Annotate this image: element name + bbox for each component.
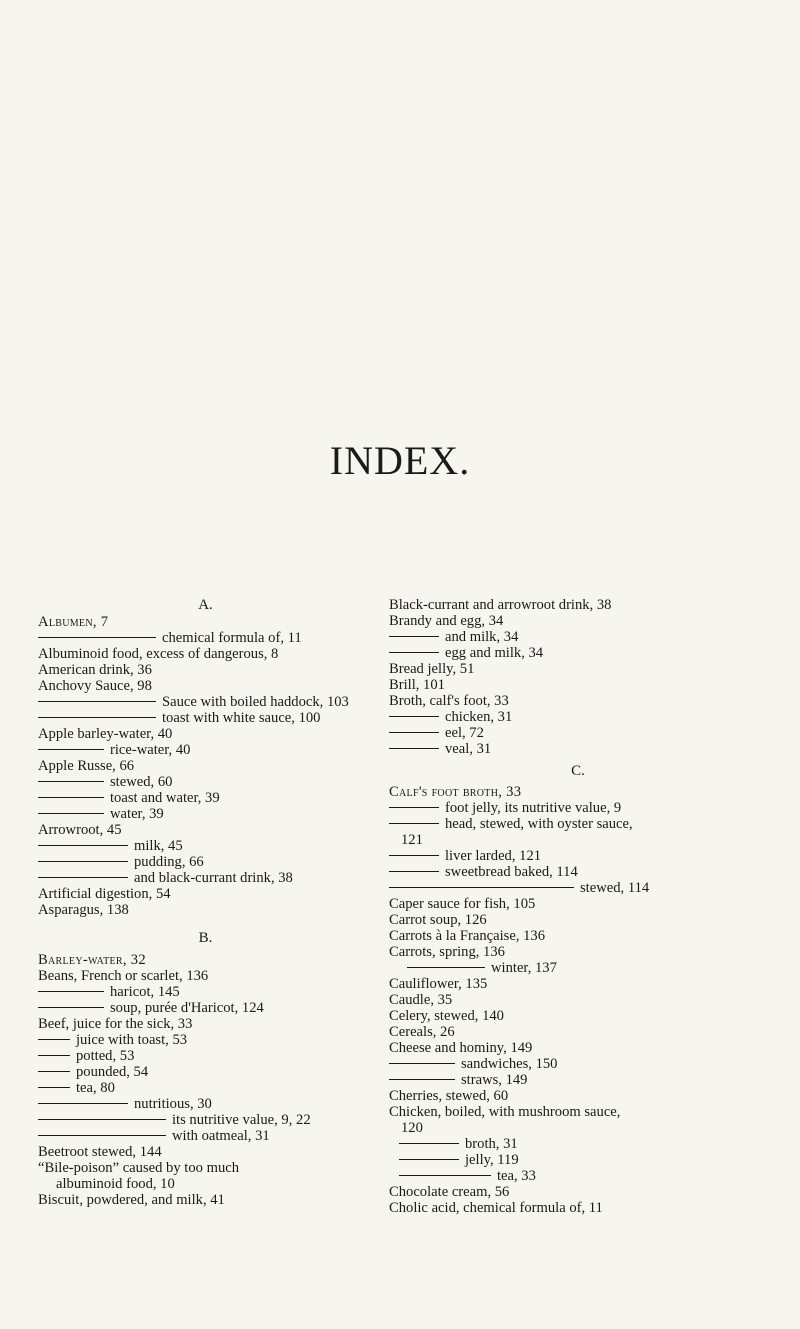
ditto-dash — [389, 887, 574, 888]
index-subentry: tea, 80 — [38, 1080, 115, 1096]
index-subentry: milk, 45 — [38, 838, 183, 854]
index-subentry: pounded, 54 — [38, 1064, 148, 1080]
index-entry: Carrots à la Française, 136 — [389, 928, 546, 944]
ditto-dash — [38, 701, 156, 702]
ditto-dash — [38, 991, 104, 992]
index-entry: Cheese and hominy, 149 — [389, 1040, 533, 1056]
ditto-dash — [38, 1039, 70, 1040]
section-heading-a: A. — [198, 597, 213, 613]
index-subentry: its nutritive value, 9, 22 — [38, 1112, 311, 1128]
index-entry: Caper sauce for fish, 105 — [389, 896, 536, 912]
index-entry-continuation: 120 — [401, 1120, 423, 1136]
index-entry: Bread jelly, 51 — [389, 661, 475, 677]
index-entry: Cherries, stewed, 60 — [389, 1088, 509, 1104]
index-subentry: rice-water, 40 — [38, 742, 190, 758]
ditto-dash — [389, 855, 439, 856]
ditto-dash — [38, 637, 156, 638]
index-subentry: water, 39 — [38, 806, 164, 822]
index-subentry: broth, 31 — [389, 1136, 518, 1152]
index-subentry: haricot, 145 — [38, 984, 180, 1000]
index-entry: Broth, calf's foot, 33 — [389, 693, 509, 709]
ditto-dash — [399, 1143, 459, 1144]
index-subentry: veal, 31 — [389, 741, 491, 757]
index-entry: Apple Russe, 66 — [38, 758, 135, 774]
index-entry: Albuminoid food, excess of dangerous, 8 — [38, 646, 279, 662]
ditto-dash — [389, 1063, 455, 1064]
index-entry: American drink, 36 — [38, 662, 152, 678]
ditto-dash — [38, 717, 156, 718]
index-entry: Biscuit, powdered, and milk, 41 — [38, 1192, 225, 1208]
index-subentry: chicken, 31 — [389, 709, 512, 725]
ditto-dash — [389, 1079, 455, 1080]
index-subentry: foot jelly, its nutritive value, 9 — [389, 800, 621, 816]
index-subentry: straws, 149 — [389, 1072, 527, 1088]
index-entry: Chicken, boiled, with mushroom sauce, — [389, 1104, 621, 1120]
ditto-dash — [38, 749, 104, 750]
index-subentry: pudding, 66 — [38, 854, 204, 870]
index-entry: Black-currant and arrowroot drink, 38 — [389, 597, 612, 613]
section-heading-b: B. — [198, 930, 213, 946]
ditto-dash — [38, 1119, 166, 1120]
ditto-dash — [389, 652, 439, 653]
index-subentry: winter, 137 — [389, 960, 557, 976]
index-entry: Caudle, 35 — [389, 992, 453, 1008]
index-subentry: Sauce with boiled haddock, 103 — [38, 694, 349, 710]
index-entry: Arrowroot, 45 — [38, 822, 122, 838]
index-subentry: stewed, 60 — [38, 774, 172, 790]
index-entry: Chocolate cream, 56 — [389, 1184, 510, 1200]
index-subentry: head, stewed, with oyster sauce, — [389, 816, 633, 832]
index-entry: Apple barley-water, 40 — [38, 726, 173, 742]
index-entry: “Bile-poison” caused by too much — [38, 1160, 240, 1176]
index-entry-continuation: albuminoid food, 10 — [56, 1176, 175, 1192]
index-subentry: jelly, 119 — [389, 1152, 519, 1168]
index-subentry: toast with white sauce, 100 — [38, 710, 320, 726]
index-entry: Beans, French or scarlet, 136 — [38, 968, 209, 984]
ditto-dash — [389, 823, 439, 824]
index-entry: Beef, juice for the sick, 33 — [38, 1016, 193, 1032]
index-entry: Albumen, 7 — [38, 614, 109, 630]
index-entry: Cholic acid, chemical formula of, 11 — [389, 1200, 603, 1216]
ditto-dash — [389, 716, 439, 717]
ditto-dash — [38, 781, 104, 782]
index-entry: Brill, 101 — [389, 677, 445, 693]
ditto-dash — [389, 871, 439, 872]
index-subentry: juice with toast, 53 — [38, 1032, 187, 1048]
index-entry: Calf's foot broth, 33 — [389, 784, 522, 800]
index-subentry: toast and water, 39 — [38, 790, 220, 806]
index-subentry: chemical formula of, 11 — [38, 630, 302, 646]
index-subentry: tea, 33 — [389, 1168, 536, 1184]
ditto-dash — [38, 1055, 70, 1056]
ditto-dash — [38, 1135, 166, 1136]
ditto-dash — [407, 967, 485, 968]
index-entry: Asparagus, 138 — [38, 902, 129, 918]
page-title: INDEX. — [329, 438, 471, 483]
index-subentry: sandwiches, 150 — [389, 1056, 557, 1072]
ditto-dash — [38, 1071, 70, 1072]
ditto-dash — [38, 1087, 70, 1088]
ditto-dash — [38, 1007, 104, 1008]
ditto-dash — [38, 877, 128, 878]
index-subentry: and black-currant drink, 38 — [38, 870, 293, 886]
ditto-dash — [38, 813, 104, 814]
index-subentry: soup, purée d'Haricot, 124 — [38, 1000, 264, 1016]
index-entry: Beetroot stewed, 144 — [38, 1144, 162, 1160]
index-entry: Anchovy Sauce, 98 — [38, 678, 152, 694]
ditto-dash — [399, 1175, 491, 1176]
index-subentry: eel, 72 — [389, 725, 484, 741]
index-entry: Celery, stewed, 140 — [389, 1008, 504, 1024]
ditto-dash — [38, 1103, 128, 1104]
index-entry: Cereals, 26 — [389, 1024, 455, 1040]
section-heading-c: C. — [571, 763, 585, 779]
index-entry-continuation: 121 — [401, 832, 423, 848]
ditto-dash — [38, 797, 104, 798]
ditto-dash — [38, 845, 128, 846]
index-subentry: nutritious, 30 — [38, 1096, 212, 1112]
index-entry: Cauliflower, 135 — [389, 976, 488, 992]
index-subentry: egg and milk, 34 — [389, 645, 543, 661]
ditto-dash — [399, 1159, 459, 1160]
index-entry: Artificial digestion, 54 — [38, 886, 171, 902]
index-subentry: and milk, 34 — [389, 629, 518, 645]
ditto-dash — [389, 636, 439, 637]
index-subentry: liver larded, 121 — [389, 848, 541, 864]
index-entry: Barley-water, 32 — [38, 952, 146, 968]
ditto-dash — [389, 807, 439, 808]
index-subentry: sweetbread baked, 114 — [389, 864, 578, 880]
index-entry: Carrot soup, 126 — [389, 912, 487, 928]
ditto-dash — [38, 861, 128, 862]
index-entry: Carrots, spring, 136 — [389, 944, 505, 960]
index-subentry: stewed, 114 — [389, 880, 649, 896]
ditto-dash — [389, 732, 439, 733]
ditto-dash — [389, 748, 439, 749]
index-subentry: potted, 53 — [38, 1048, 134, 1064]
index-subentry: with oatmeal, 31 — [38, 1128, 270, 1144]
index-entry: Brandy and egg, 34 — [389, 613, 504, 629]
